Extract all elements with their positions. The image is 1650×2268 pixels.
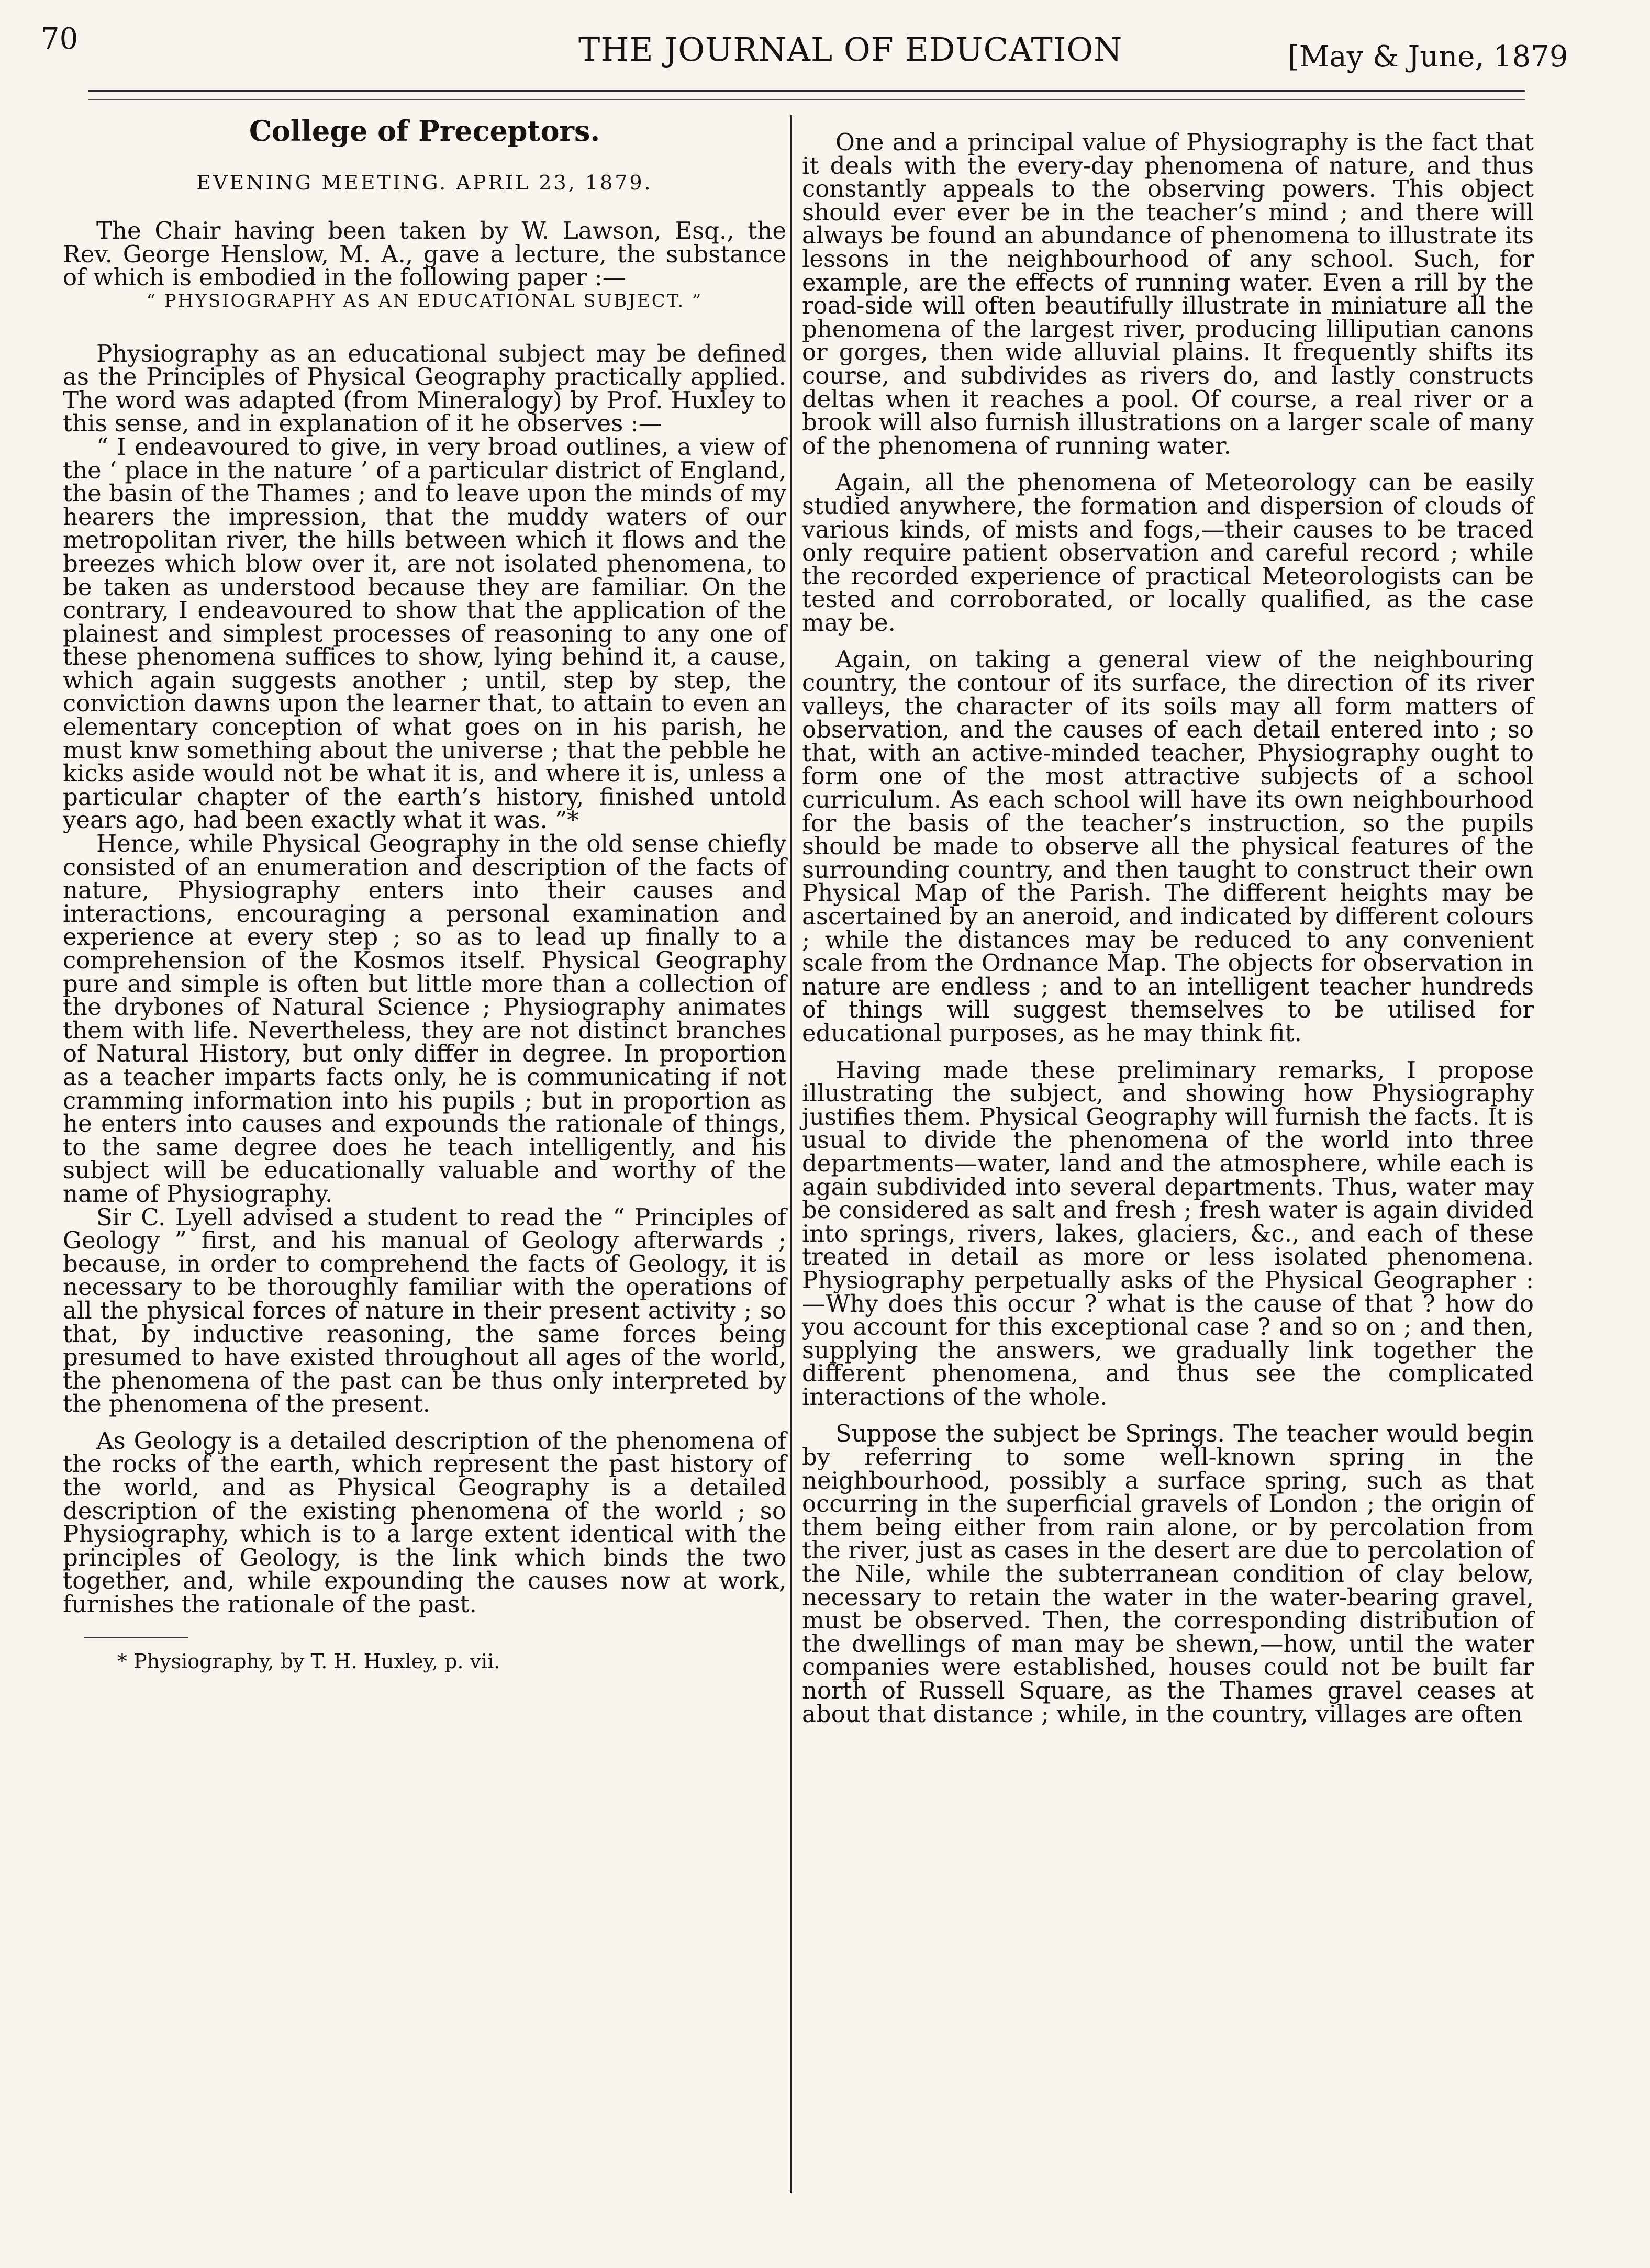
header-rule-secondary xyxy=(88,99,1525,100)
column-divider xyxy=(790,115,792,2193)
section-title: College of Preceptors. xyxy=(249,114,600,148)
paragraph: Physiography as an educational subject may be defined as the Principles of Physical Geography practically applied. The word was adapted (from Mineralogy) by Prof. Huxley to this sense, and in explanation of it he observes :— xyxy=(63,339,786,438)
paragraph: Hence, while Physical Geography in the old sense chiefly consisted of an enumeration and description of the facts of nature, Physiography enters into their causes and interactions, encouraging a personal examination and experience at every step ; so as to lead up finally to a comprehension of the Kosmos itself. Physical Geography pure and simple is often but little more than a collection of the drybones of Natural Science ; Physiography animates them with life. Nevertheless, they are not distinct branches of Natural History, but only differ in degree. In proportion as a teacher imparts facts only, he is communicating if not cramming information into his pupils ; but in proportion as he enters into causes and expounds the rationale of things, to the same degree does he teach intelligently, and his subject will be educationally valuable and worthy of the name of Physiography. xyxy=(63,830,786,1208)
header-rule xyxy=(88,90,1525,92)
intro-paragraph: The Chair having been taken by W. Lawson, Esq., the Rev. George Henslow, M. A., gave a lecture, the substance of which is embodied in the following paper :— xyxy=(63,217,786,292)
meeting-line: EVENING MEETING. APRIL 23, 1879. xyxy=(196,171,653,194)
paragraph: As Geology is a detailed description of the phenomena of the rocks of the earth, which represent the past history of the world, and as Physical Geography is a detailed description of the existing phenomena of the world ; so Physiography, which is to a large extent identical with the principles of Geology, is the link which binds the two together, and, while expounding the causes now at work, furnishes the rationale of the past. xyxy=(63,1426,786,1618)
left-column xyxy=(63,115,786,1673)
journal-title: THE JOURNAL OF EDUCATION xyxy=(578,30,1123,69)
quotation-paragraph: “ I endeavoured to give, in very broad outlines, a view of the ‘ place in the nature ’ of a particular district of England, the basin of the Thames ; and to leave upon the minds of my hearers the impression, that the muddy waters of our metropolitan river, the hills between which it flows and the breezes which blow over it, are not isolated phenomena, to be taken as understood because they are familiar. On the contrary, I endeavoured to show that the application of the plainest and simplest processes of reasoning to any one of these phenomena suffices to show, lying behind it, a cause, which again suggests another ; until, step by step, the conviction dawns upon the learner that, to attain to even an elementary conception of what goes on in his parish, he must knw something about the universe ; that the pebble he kicks aside would not be what it is, and where it is, unless a particular chapter of the earth’s history, finished untold years ago, had been exactly what it was. ”* xyxy=(63,432,786,834)
paragraph: Again, on taking a general view of the neighbouring country, the contour of its surface, the direction of its river valleys, the character of its soils may all form matters of observation, and the causes of each detail entered into ; so that, with an active-minded teacher, Physiography ought to form one of the most attractive subjects of a school curriculum. As each school will have its own neighbourhood for the basis of the teacher’s instruction, so the pupils should be made to observe all the physical features of the surrounding country, and then taught to construct their own Physical Map of the Parish. The different heights may be ascertained by an aneroid, and indicated by different colours ; while the distances may be reduced to any convenient scale from the Ordnance Map. The objects for observation in nature are endless ; and to an intelligent teacher hundreds of things will suggest themselves to be utilised for educational purposes, as he may think fit. xyxy=(802,645,1534,1047)
paragraph: One and a principal value of Physiography is the fact that it deals with the every-day phenomena of nature, and thus constantly appeals to the observing powers. This object should ever ever be in the teacher’s mind ; and there will always be found an abundance of phenomena to illustrate its lessons in the neighbourhood of any school. Such, for example, are the effects of running water. Even a rill by the road-side will often beautifully illustrate in miniature all the phenomena of the largest river, producing lilliputian canons or gorges, then wide alluvial plains. It frequently shifts its course, and subdivides as rivers do, and lastly constructs deltas when it reaches a pool. Of course, a real river or a brook will also furnish illustrations on a larger scale of many of the phenomena of running water. xyxy=(802,128,1534,460)
page-number: 70 xyxy=(41,22,79,56)
paragraph: Sir C. Lyell advised a student to read the “ Principles of Geology ” first, and his manual of Geology afterwards ; because, in order to comprehend the facts of Geology, it is necessary to be thoroughly familiar with the operations of all the physical forces of nature in their present activity ; so that, by inductive reasoning, the same forces being presumed to have existed throughout all ages of the world, the phenomena of the past can be thus only interpreted by the phenomena of the present. xyxy=(63,1203,786,1418)
paragraph: Again, all the phenomena of Meteorology can be easily studied anywhere, the formation and dispersion of clouds of various kinds, of mists and fogs,—their causes to be traced only require patient observation and careful record ; while the recorded experience of practical Meteorologists can be tested and corroborated, or locally qualified, as the case may be. xyxy=(802,468,1534,636)
paper-title: “ PHYSIOGRAPHY AS AN EDUCATIONAL SUBJECT. ” xyxy=(146,290,703,311)
footnote: * Physiography, by T. H. Huxley, p. vii. xyxy=(117,1649,500,1673)
right-column xyxy=(802,128,1534,1728)
issue-date: [May & June, 1879 xyxy=(1288,40,1568,74)
paragraph: Having made these preliminary remarks, I propose illustrating the subject, and showing how Physiography justifies them. Physical Geography will furnish the facts. It is usual to divide the phenomena of the world into three departments—water, land and the atmosphere, while each is again subdivided into several departments. Thus, water may be considered as salt and fresh ; fresh water is again divided into springs, rivers, lakes, glaciers, &c., and each of these treated in detail as more or less isolated phenomena. Physiography perpetually asks of the Physical Geographer :—Why does this occur ? what is the cause of that ? how do you account for this exceptional case ? and so on ; and then, supplying the answers, we gradually link together the different phenomena, and thus see the complicated interactions of the whole. xyxy=(802,1056,1534,1411)
footnote-rule xyxy=(84,1637,188,1638)
paragraph: Suppose the subject be Springs. The teacher would begin by referring to some well-known spring in the neighbourhood, possibly a surface spring, such as that occurring in the superficial gravels of London ; the origin of them being either from rain alone, or by percolation from the river, just as cases in the desert are due to percolation of the Nile, while the subterranean condition of clay below, necessary to retain the water in the water-bearing gravel, must be observed. Then, the corresponding distribution of the dwellings of man may be shewn,—how, until the water companies were established, houses could not be built far north of Russell Square, as the Thames gravel ceases at about that distance ; while, in the country, villages are often xyxy=(802,1420,1534,1728)
